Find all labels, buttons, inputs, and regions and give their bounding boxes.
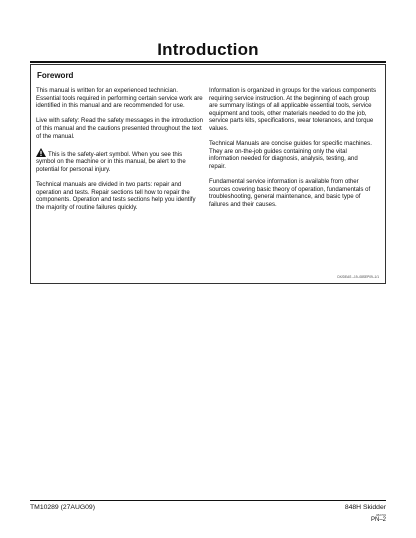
- right-column: [209, 87, 376, 216]
- paragraph: Live with safety: Read the safety messages in the introduction of this manual and the cautions presented throughout the text of the manual.: [36, 117, 203, 140]
- warning-triangle-icon: [36, 148, 46, 157]
- paragraph: Fundamental service information is available from other sources covering basic theory of operation, fundamentals of troubleshooting, general maintenance, and basic type of failures and their causes.: [209, 178, 371, 208]
- paragraph: Technical manuals are divided in two parts: repair and operation and tests. Repair sections tell how to repair the components. Operation and tests sections help you identify the majority of routine failures quickly.: [36, 181, 196, 211]
- foreword-frame: [30, 64, 386, 284]
- section-heading: Foreword: [37, 71, 74, 80]
- paragraph: Technical Manuals are concise guides for specific machines. They are on-the-job guides containing only the vital information needed for diagnosis, analysis, testing, and repair.: [209, 140, 372, 170]
- footer-rule: [30, 500, 386, 501]
- paragraph: Information is organized in groups for the various components requiring service instruction. At the beginning of each group are summary listings of all applicable essential tools, service equipment and tools, other materials needed to do the job, service parts kits, specifications, wear tolerances, and torque values.: [209, 87, 376, 132]
- document-reference: DX/DEAS –19–08SEP09–1/1: [337, 275, 379, 279]
- title-rule: [30, 61, 386, 63]
- paragraph: This manual is written for an experienced technician. Essential tools required in performing certain service work are identified in this manual and are recommended for use.: [36, 87, 203, 110]
- model-name: 848H Skidder: [344, 504, 386, 511]
- left-column: [36, 87, 203, 219]
- date-code: 082709: [375, 513, 386, 517]
- manual-id: TM10289 (27AUG09): [30, 504, 95, 511]
- safety-alert-text: This is the safety-alert symbol. When you see this symbol on the machine or in this manual, be alert to the potential for personal injury.: [36, 150, 186, 173]
- page-number: PN–2: [370, 517, 386, 523]
- page-title: Introduction: [157, 40, 259, 59]
- paragraph: [36, 148, 203, 174]
